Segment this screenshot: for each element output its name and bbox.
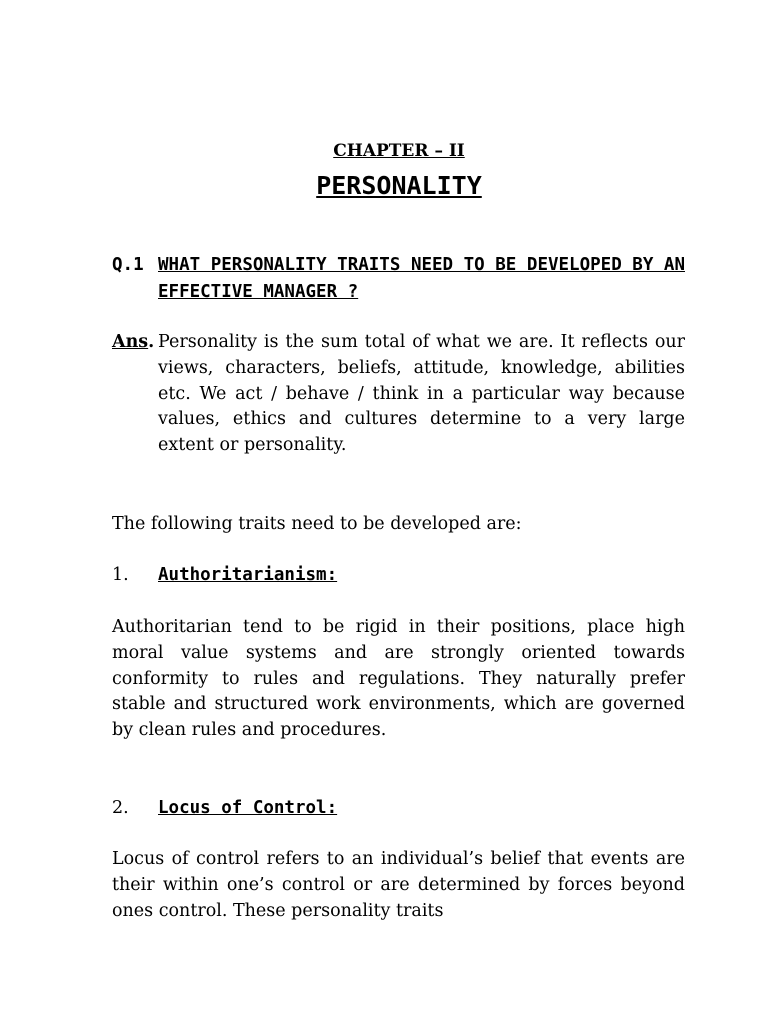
section-heading-1: Authoritarianism: [158, 565, 338, 585]
answer-label-text: Ans [112, 332, 149, 352]
question-text: WHAT PERSONALITY TRAITS NEED TO BE DEVELOPED BY AN EFFECTIVE MANAGER ? [158, 255, 685, 302]
answer-text: Personality is the sum total of what we are. It reflects our views, characters, beliefs, attitude, knowledge, abilities etc. We act / behave / think in a particular way because values, ethics and cultures determine to a very large extent or personality. [158, 332, 685, 456]
section-body-1: Authoritarian tend to be rigid in their positions, place high moral value systems and are strongly oriented towards conformity to rules and regulations. They naturally prefer stable and structured work environments, which are governed by clean rules and procedures. [112, 617, 685, 741]
chapter-label: CHAPTER – II [333, 141, 465, 161]
answer-label-punct: . [148, 332, 155, 352]
answer-label [112, 330, 154, 356]
intro-paragraph: The following traits need to be developed are: [112, 514, 522, 534]
question-label: Q.1 [112, 255, 144, 275]
section-number-2: 2. [112, 798, 129, 818]
section-number-1: 1. [112, 565, 129, 585]
page-title: PERSONALITY [316, 171, 482, 200]
section-body-2: Locus of control refers to an individual’s belief that events are their within one’s control or are determined by forces beyond ones control. These personality traits [112, 849, 685, 921]
section-heading-2: Locus of Control: [158, 798, 338, 818]
